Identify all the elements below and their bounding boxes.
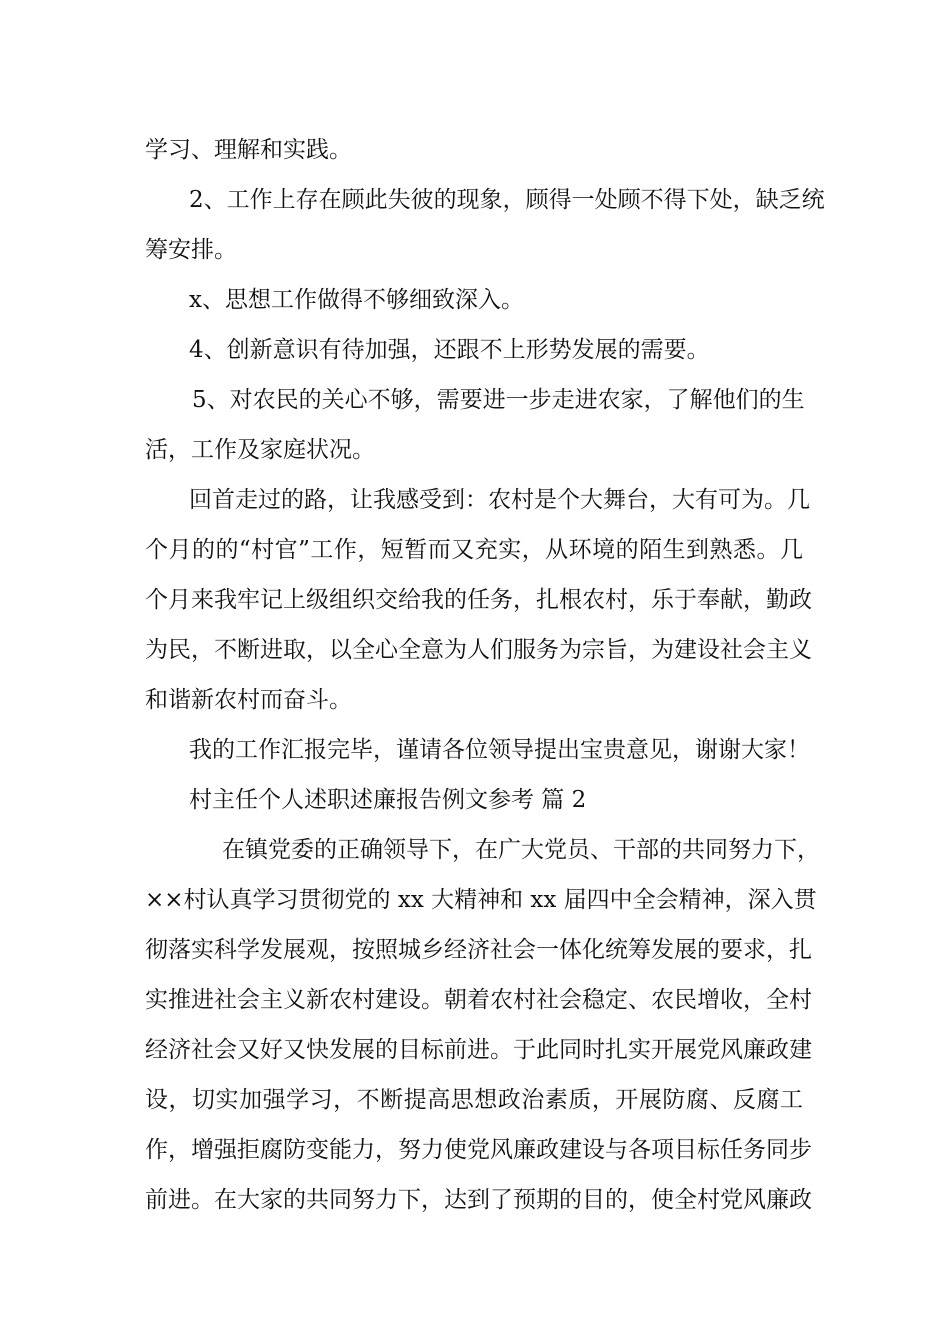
text-line: 回首走过的路，让我感受到：农村是个大舞台，大有可为。几	[189, 487, 810, 513]
text-line: 2、工作上存在顾此失彼的现象，顾得一处顾不得下处，缺乏统	[189, 187, 825, 213]
text-line: 和谐新农村而奋斗。	[145, 687, 352, 713]
text-line: 筹安排。	[145, 237, 237, 263]
text-line: x、思想工作做得不够细致深入。	[189, 287, 524, 313]
text-line: ××村认真学习贯彻党的 xx 大精神和 xx 届四中全会精神，深入贯	[145, 887, 817, 913]
text-line: 彻落实科学发展观，按照城乡经济社会一体化统筹发展的要求，扎	[145, 937, 812, 963]
text-line: 我的工作汇报完毕，谨请各位领导提出宝贵意见，谢谢大家！	[189, 737, 810, 763]
text-line: 在镇党委的正确领导下，在广大党员、干部的共同努力下，	[222, 837, 820, 863]
text-line: 实推进社会主义新农村建设。朝着农村社会稳定、农民增收，全村	[145, 987, 812, 1013]
text-line: 活，工作及家庭状况。	[145, 437, 375, 463]
text-line: 设，切实加强学习，不断提高思想政治素质，开展防腐、反腐工	[145, 1087, 803, 1113]
text-line: 为民，不断进取，以全心全意为人们服务为宗旨，为建设社会主义	[145, 637, 812, 663]
section-heading: 村主任个人述职述廉报告例文参考 篇 2	[189, 787, 587, 813]
text-line: 经济社会又好又快发展的目标前进。于此同时扎实开展党风廉政建	[145, 1037, 812, 1063]
text-line: 学习、理解和实践。	[145, 137, 352, 163]
text-line: 个月的的“村官”工作，短暂而又充实，从环境的陌生到熟悉。几	[145, 537, 803, 563]
text-line: 前进。在大家的共同努力下，达到了预期的目的，使全村党风廉政	[145, 1187, 812, 1213]
text-line: 4、创新意识有待加强，还跟不上形势发展的需要。	[189, 337, 710, 363]
text-line: 个月来我牢记上级组织交给我的任务，扎根农村，乐于奉献，勤政	[145, 587, 812, 613]
text-line: 5、对农民的关心不够，需要进一步走进农家，了解他们的生	[192, 387, 805, 413]
text-line: 作，增强拒腐防变能力，努力使党风廉政建设与各项目标任务同步	[145, 1137, 812, 1163]
